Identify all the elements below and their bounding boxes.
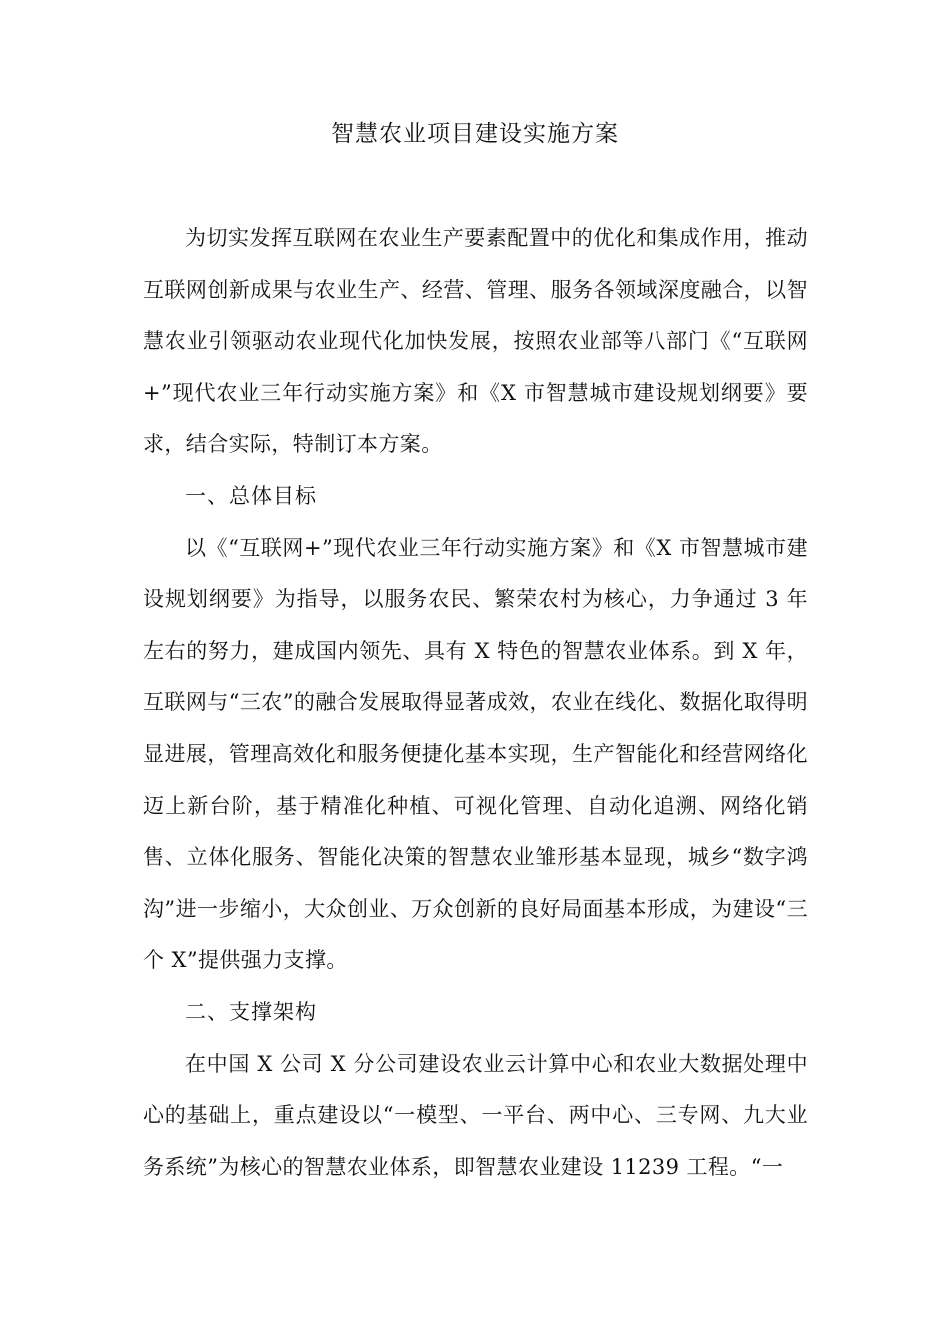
paragraph-overall-goal: 以《“互联网+”现代农业三年行动实施方案》和《X 市智慧城市建设规划纲要》为指导，以服务农民、繁荣农村为核心，力争通过 3 年左右的努力，建成国内领先、具有 X 特色的智慧农业体系。到 X 年，互联网与“三农”的融合发展取得显著成效，农业在线化、数据化取得明显进展，管理高效化和服务便捷化基本实现，生产智能化和经营网络化迈上新台阶，基于精准化种植、可视化管理、自动化追溯、网络化销售、立体化服务、智能化决策的智慧农业雏形基本显现，城乡“数字鸿沟”进一步缩小，大众创业、万众创新的良好局面基本形成，为建设“三个 X”提供强力支撑。 <box>143 535 808 973</box>
paragraph-support-architecture: 在中国 X 公司 X 分公司建设农业云计算中心和农业大数据处理中心的基础上，重点建设以“一模型、一平台、两中心、三专网、九大业务系统”为核心的智慧农业体系，即智慧农业建设 11239 工程。“一 <box>143 1051 808 1179</box>
paragraph-intro: 为切实发挥互联网在农业生产要素配置中的优化和集成作用，推动互联网创新成果与农业生产、经营、管理、服务各领域深度融合，以智慧农业引领驱动农业现代化加快发展，按照农业部等八部门《“互联网+”现代农业三年行动实施方案》和《X 市智慧城市建设规划纲要》要求，结合实际，特制订本方案。 <box>143 226 808 457</box>
section-heading-overall-goal: 一、总体目标 <box>185 483 317 508</box>
document-body <box>143 213 808 1193</box>
document-title: 智慧农业项目建设实施方案 <box>331 121 619 147</box>
section-heading-support-architecture: 二、支撑架构 <box>185 999 317 1024</box>
